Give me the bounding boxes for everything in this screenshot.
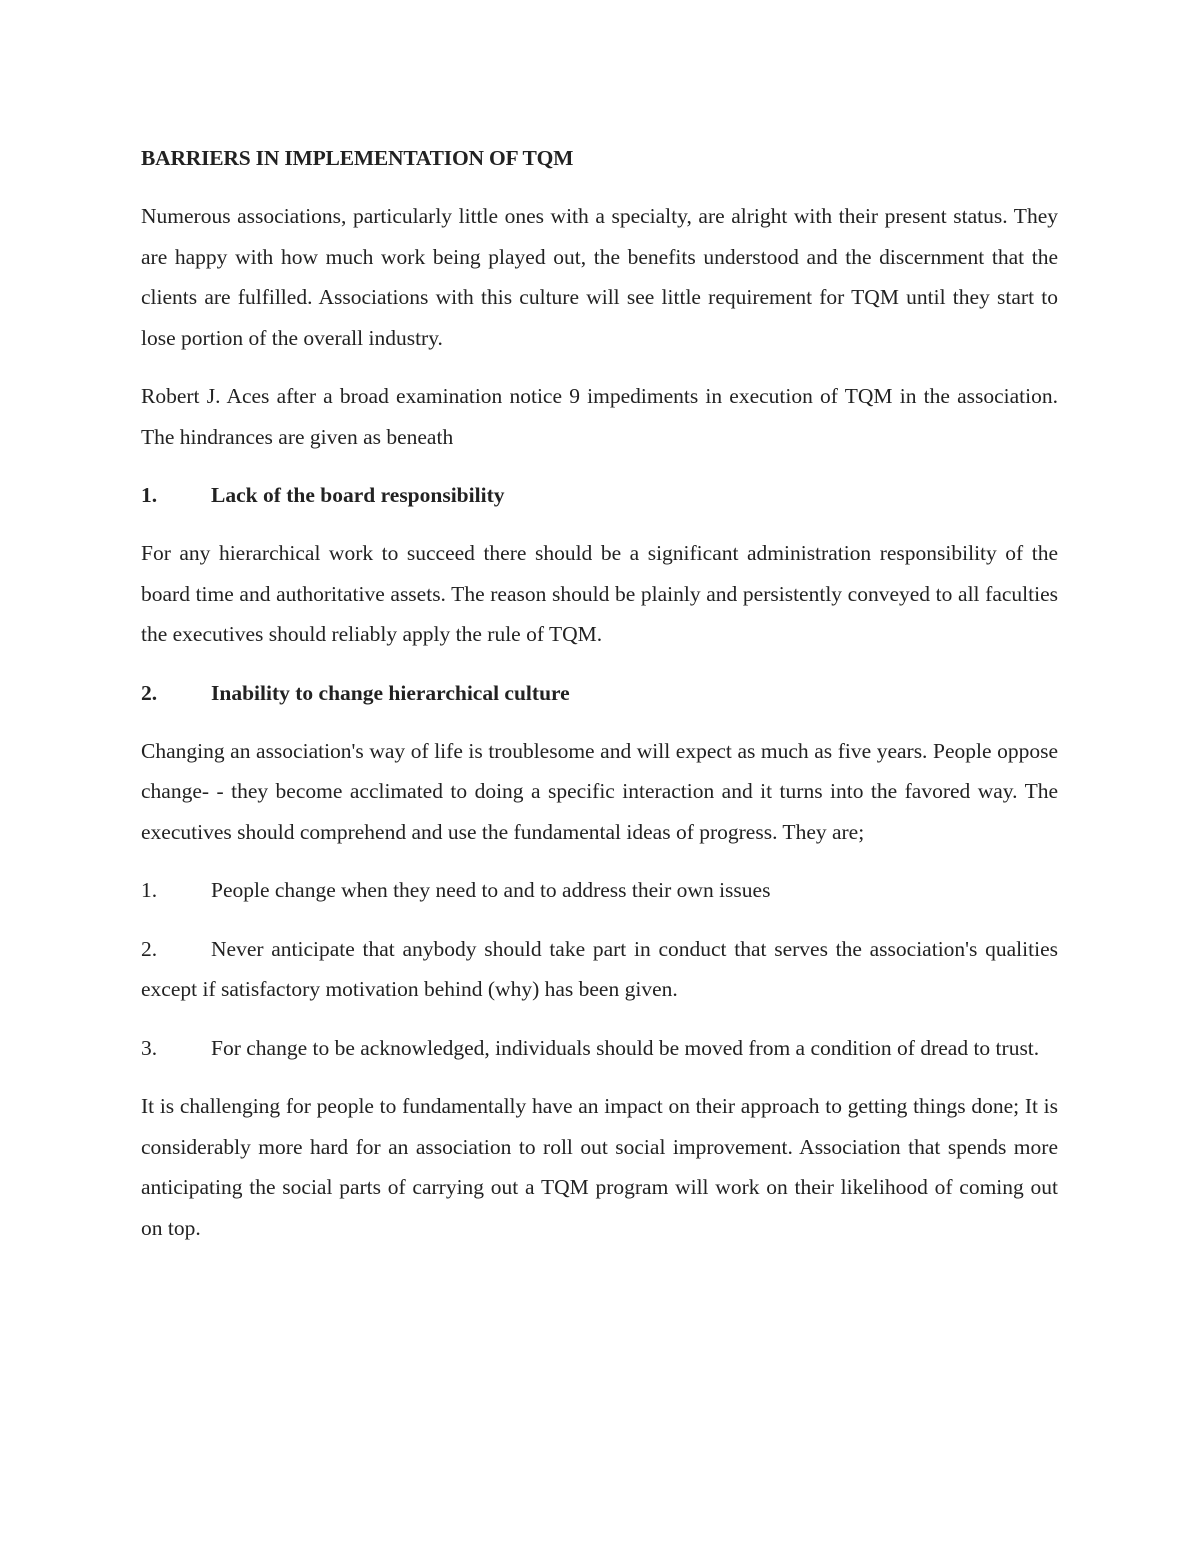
closing-paragraph: It is challenging for people to fundamentally have an impact on their approach to getting things done; It is considerably more hard for an association to roll out social improvement. Association that spends more anticipating the social parts of carrying out a TQM program will work on their likelihood of coming out on top. (141, 1094, 1058, 1240)
section-number: 1. (141, 483, 158, 507)
section-heading-1 (141, 475, 1058, 515)
document-title: BARRIERS IN IMPLEMENTATION OF TQM (141, 146, 574, 170)
document-page (141, 138, 1058, 1266)
section-paragraph-2: Changing an association's way of life is troublesome and will expect as much as five years. People oppose change- - they become acclimated to doing a specific interaction and it turns into the favored way. The executives should comprehend and use the fundamental ideas of progress. They are; (141, 738, 1058, 844)
list-item-text: People change when they need to and to address their own issues (211, 878, 771, 902)
list-item-text: Never anticipate that anybody should take part in conduct that serves the association's qualities except if satisfactory motivation behind (why) has been given. (141, 936, 1058, 1001)
section-number: 2. (141, 680, 158, 705)
list-item-number: 2. (141, 936, 158, 961)
robert-paragraph: Robert J. Aces after a broad examination notice 9 impediments in execution of TQM in the association. The hindrances are given as beneath (141, 384, 1058, 449)
list-item (141, 929, 1058, 1010)
section-heading-text: Inability to change hierarchical culture (211, 680, 570, 705)
list-item (141, 1028, 1058, 1069)
section-heading-text: Lack of the board responsibility (211, 483, 505, 507)
list-item-text: For change to be acknowledged, individuals should be moved from a condition of dread to trust. (211, 1035, 1040, 1060)
section-heading-2 (141, 673, 1058, 713)
intro-paragraph: Numerous associations, particularly little ones with a specialty, are alright with their present status. They are happy with how much work being played out, the benefits understood and the discernment that the clients are fulfilled. Associations with this culture will see little requirement for TQM until they start to lose portion of the overall industry. (141, 204, 1058, 350)
list-item (141, 870, 1058, 911)
section-paragraph-1: For any hierarchical work to succeed there should be a significant administration responsibility of the board time and authoritative assets. The reason should be plainly and persistently conveyed to all faculties the executives should reliably apply the rule of TQM. (141, 541, 1058, 646)
list-item-number: 1. (141, 878, 158, 902)
list-item-number: 3. (141, 1035, 158, 1060)
